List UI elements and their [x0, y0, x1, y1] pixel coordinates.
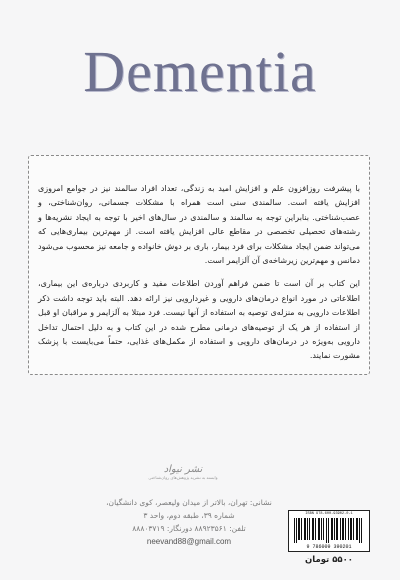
- book-title: Dementia: [83, 39, 317, 104]
- address-line-1: نشانی: تهران، بالاتر از میدان ولیعصر، کوی دانشگیان،: [106, 498, 272, 507]
- price-label: ۵۵۰۰ تومان: [305, 555, 353, 565]
- barcode-graphic: [293, 518, 365, 549]
- publisher-logo: [148, 464, 218, 490]
- address-line-2: شماره ۳۹، طبقه دوم، واحد ۳: [143, 511, 235, 520]
- description-paragraph-1: با پیشرفت روزافزون علم و افزایش امید به زندگی، تعداد افراد سالمند نیز در جوامع امروزی افزایش یافته است. سالمندی سنی است همراه با مشکلات جسمانی، روان‌شناختی، و عصب‌شناختی. بنابراین توجه به سالمند و سالمندی در سال‌های اخیر با توجه به ایجاد نشریه‌ها و رشته‌های تحصیلی تخصصی در مقاطع عالی افزایش یافته است. از مهم‌ترین بیماری‌هایی که می‌تواند ضمن ایجاد مشکلات برای فرد بیمار، باری بر دوش خانواده و جامعه نیز محسوب می‌شود دمانس و مهم‌ترین زیرشاخه‌ی آن آلزایمر است.: [38, 184, 360, 266]
- publisher-contact: [96, 496, 282, 548]
- description-paragraph-2: این کتاب بر آن است تا ضمن فراهم آوردن اطلاعات مفید و کاربردی درباره‌ی این بیماری، اطلاعاتی در مورد انواع درمان‌های دارویی و غیردارویی نیز ارائه دهد. البته باید توجه داشت ذکر اطلاعات دارویی به منزله‌ی توصیه به استفاده از آنها نیست. فرد مبتلا به آلزایمر و مراقبان او قبل از استفاده از هر یک از توصیه‌های درمانی مطرح شده در این کتاب و به دلیل احتمال تداخل دارویی به‌ویژه در درمان‌های دارویی و استفاده از مکمل‌های غذایی، حتماً می‌بایست با پزشک مشورت نمایند.: [38, 279, 360, 361]
- isbn-number: ISBN 978-600-93902-0-1: [305, 512, 353, 516]
- barcode: [288, 510, 370, 552]
- book-description: [38, 182, 360, 373]
- phone-numbers: تلفن: ۸۸۹۲۳۵۶۱ دورنگار: ۸۸۸۰۳۷۱۹: [132, 524, 246, 533]
- publisher-logo-name: نشر نیواد: [163, 464, 203, 475]
- publisher-tagline: وابسته به نشریه پژوهش‌های روان‌شناختی: [148, 475, 218, 480]
- barcode-digits: 9 786009 390201: [306, 544, 352, 549]
- publisher-email: neevand88@gmail.com: [146, 537, 232, 546]
